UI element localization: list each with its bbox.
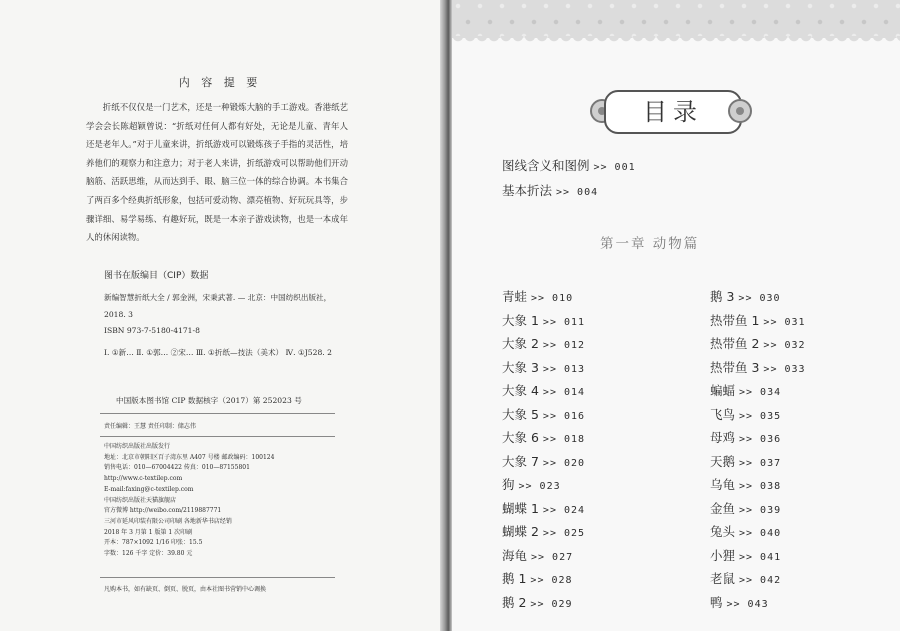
toc-entry[interactable] — [502, 475, 561, 493]
replacement-notice: 凡购本书，如有缺页、倒页、脱页，由本社图书营销中心调换 — [104, 586, 267, 593]
toc-entry[interactable] — [710, 358, 806, 376]
toc-label: 大象 7 — [502, 453, 539, 469]
toc-page: >> 041 — [739, 551, 782, 563]
toc-page: >> 038 — [739, 481, 782, 492]
toc-label: 青蛙 — [502, 289, 528, 304]
toc-page: >> 039 — [739, 504, 782, 516]
scalloped-edge — [452, 36, 900, 42]
toc-label: 飞鸟 — [710, 406, 736, 422]
toc-page: >> 035 — [739, 410, 782, 422]
book-spine — [440, 0, 452, 631]
toc-entry-intro[interactable] — [502, 156, 636, 174]
toc-label: 海龟 — [502, 547, 528, 563]
toc-entry[interactable] — [710, 569, 781, 587]
cip-entry — [104, 290, 344, 340]
toc-label: 蝴蝶 2 — [502, 524, 539, 539]
toc-entry[interactable] — [710, 452, 781, 470]
toc-label: 大象 6 — [502, 430, 539, 445]
toc-page: >> 023 — [518, 481, 561, 492]
divider — [100, 436, 335, 437]
toc-label: 图线含义和图例 — [502, 158, 590, 173]
toc-entry[interactable] — [710, 593, 769, 611]
toc-page: >> 043 — [726, 598, 769, 610]
toc-entry[interactable] — [502, 311, 585, 329]
toc-page: >> 025 — [542, 528, 586, 539]
toc-entry[interactable] — [502, 287, 573, 305]
pub-line: http://www.c-textilep.com — [104, 475, 183, 483]
toc-page: >> 029 — [530, 598, 573, 610]
toc-label: 热带鱼 2 — [710, 336, 760, 351]
toc-page: >> 031 — [763, 316, 806, 328]
divider — [100, 413, 335, 414]
toc-label: 基本折法 — [502, 183, 553, 198]
toc-label: 母鸡 — [710, 430, 736, 445]
toc-entry[interactable] — [710, 381, 781, 399]
toc-entry[interactable] — [502, 522, 585, 540]
toc-label: 大象 3 — [502, 359, 539, 375]
chapter-heading: 第一章 动物篇 — [600, 236, 700, 252]
toc-label: 老鼠 — [710, 571, 736, 586]
divider — [100, 577, 335, 578]
toc-entry[interactable] — [502, 358, 585, 376]
toc-page: >> 016 — [542, 410, 586, 422]
cip-bibliographic: 新编智慧折纸大全 / 郭金洲，宋秉武著. — 北京：中国纺织出版社，2018. 3 — [104, 293, 332, 319]
toc-page: >> 012 — [542, 340, 586, 351]
publication-info — [104, 442, 344, 560]
toc-label: 鹅 1 — [502, 571, 527, 586]
toc-label: 热带鱼 3 — [710, 359, 760, 375]
toc-entry[interactable] — [710, 522, 781, 540]
right-page — [452, 0, 900, 631]
summary-title: 内 容 提 要 — [178, 76, 262, 89]
toc-page: >> 010 — [531, 293, 574, 304]
cip-classification: Ⅰ. ①新… Ⅱ. ①郭… ②宋… Ⅲ. ①折纸—技法（美术） Ⅳ. ①J528. 2 — [104, 348, 332, 357]
toc-page: >> 001 — [593, 162, 636, 173]
toc-entry[interactable] — [502, 546, 573, 564]
toc-page: >> 024 — [542, 504, 586, 516]
isbn: ISBN 973-7-5180-4171-8 — [104, 326, 200, 335]
toc-entry[interactable] — [502, 569, 573, 587]
toc-entry[interactable] — [710, 334, 806, 352]
editors-line: 责任编辑：王慧 责任印制：储志伟 — [104, 423, 196, 430]
toc-entry[interactable] — [710, 546, 781, 564]
toc-page: >> 030 — [738, 293, 781, 304]
pub-line: 2018 年 3 月第 1 版第 1 次印刷 — [104, 528, 193, 536]
toc-label: 大象 5 — [502, 406, 539, 422]
toc-page: >> 034 — [739, 387, 782, 398]
toc-page: >> 020 — [542, 457, 586, 469]
toc-label: 蝴蝶 1 — [502, 500, 539, 516]
toc-entry[interactable] — [710, 311, 806, 329]
toc-label: 兔头 — [710, 524, 736, 539]
pub-line: 销售电话：010—67004422 传真：010—87155801 — [104, 464, 250, 472]
toc-label: 大象 1 — [502, 312, 539, 328]
toc-label: 鹅 3 — [710, 289, 735, 304]
toc-page: >> 042 — [739, 575, 782, 586]
pub-line: 地址：北京市朝阳区百子湾东里 A407 号楼 邮政编码：100124 — [104, 453, 275, 461]
toc-page: >> 033 — [763, 363, 806, 375]
toc-page: >> 032 — [763, 340, 806, 351]
toc-label: 小狸 — [710, 547, 736, 563]
toc-page: >> 027 — [531, 551, 574, 563]
toc-entry[interactable] — [502, 452, 585, 470]
toc-entry[interactable] — [502, 428, 585, 446]
toc-label: 大象 4 — [502, 383, 539, 398]
toc-entry[interactable] — [502, 334, 585, 352]
toc-label: 乌龟 — [710, 477, 736, 492]
toc-entry[interactable] — [502, 405, 585, 423]
toc-page: >> 036 — [739, 434, 782, 445]
toc-entry[interactable] — [710, 405, 781, 423]
toc-label: 鹅 2 — [502, 594, 527, 610]
toc-label: 狗 — [502, 477, 515, 492]
toc-title: 目录 — [604, 90, 742, 134]
pub-line: 开本：787×1092 1/16 印张：15.5 — [104, 539, 203, 547]
summary-paragraph: 折纸不仅仅是一门艺术，还是一种锻炼大脑的手工游戏。香港纸艺学会会长陈超颖曾说：“折纸对任何人都有好处，无论是儿童、青年人还是老年人。”对于儿童来讲，折纸游戏可以锻炼孩子手指的灵活性，培养他们的观察力和注意力；对于老人来讲，折纸游戏可以帮助他们开动脑筋、活跃思维，从而达到手、眼、脑三位一体的综合协调。本书集合了两百多个经典折纸形象，包括可爱动物、漂亮植物、好玩玩具等，步骤详细、易学易练、有趣好玩，既是一本亲子游戏读物，也是一本成年人的休闲读物。 — [86, 102, 348, 243]
toc-label: 热带鱼 1 — [710, 312, 760, 328]
toc-page: >> 028 — [530, 575, 573, 586]
toc-label: 大象 2 — [502, 336, 539, 351]
toc-page: >> 014 — [542, 387, 586, 398]
left-page — [0, 0, 440, 631]
toc-entry-intro[interactable] — [502, 181, 598, 199]
toc-page: >> 037 — [739, 457, 782, 469]
cip-heading: 图书在版编目（CIP）数据 — [104, 271, 209, 281]
toc-label: 蝙蝠 — [710, 383, 736, 398]
summary-text — [86, 98, 348, 247]
decorative-heart-band — [452, 0, 900, 38]
toc-label: 天鹅 — [710, 453, 736, 469]
toc-label: 金鱼 — [710, 500, 736, 516]
toc-page: >> 011 — [542, 316, 586, 328]
toc-entry[interactable] — [710, 287, 781, 305]
pub-line: 字数：126 千字 定价：39.80 元 — [104, 550, 193, 558]
toc-page: >> 004 — [556, 187, 599, 198]
toc-entry[interactable] — [502, 381, 585, 399]
toc-label: 鸭 — [710, 594, 723, 610]
pub-line: 三河市延风印装有限公司印刷 各地新华书店经销 — [104, 517, 232, 525]
cip-core-number: 中国版本图书馆 CIP 数据核字（2017）第 252023 号 — [116, 396, 302, 405]
pub-line: 官方微博 http://weibo.com/2119887771 — [104, 507, 222, 515]
toc-entry[interactable] — [710, 499, 781, 517]
toc-entry[interactable] — [710, 475, 781, 493]
pub-line: 中国纺织出版社天猫旗舰店 — [104, 496, 177, 504]
toc-entry[interactable] — [710, 428, 781, 446]
pub-line: E-mail:faxing@c-textilep.com — [104, 485, 194, 493]
toc-entry[interactable] — [502, 593, 573, 611]
toc-page: >> 018 — [542, 434, 586, 445]
toc-entry[interactable] — [502, 499, 585, 517]
toc-page: >> 013 — [542, 363, 586, 375]
pub-line: 中国纺织出版社出版发行 — [104, 443, 171, 450]
toc-page: >> 040 — [739, 528, 782, 539]
flower-icon — [728, 99, 752, 123]
